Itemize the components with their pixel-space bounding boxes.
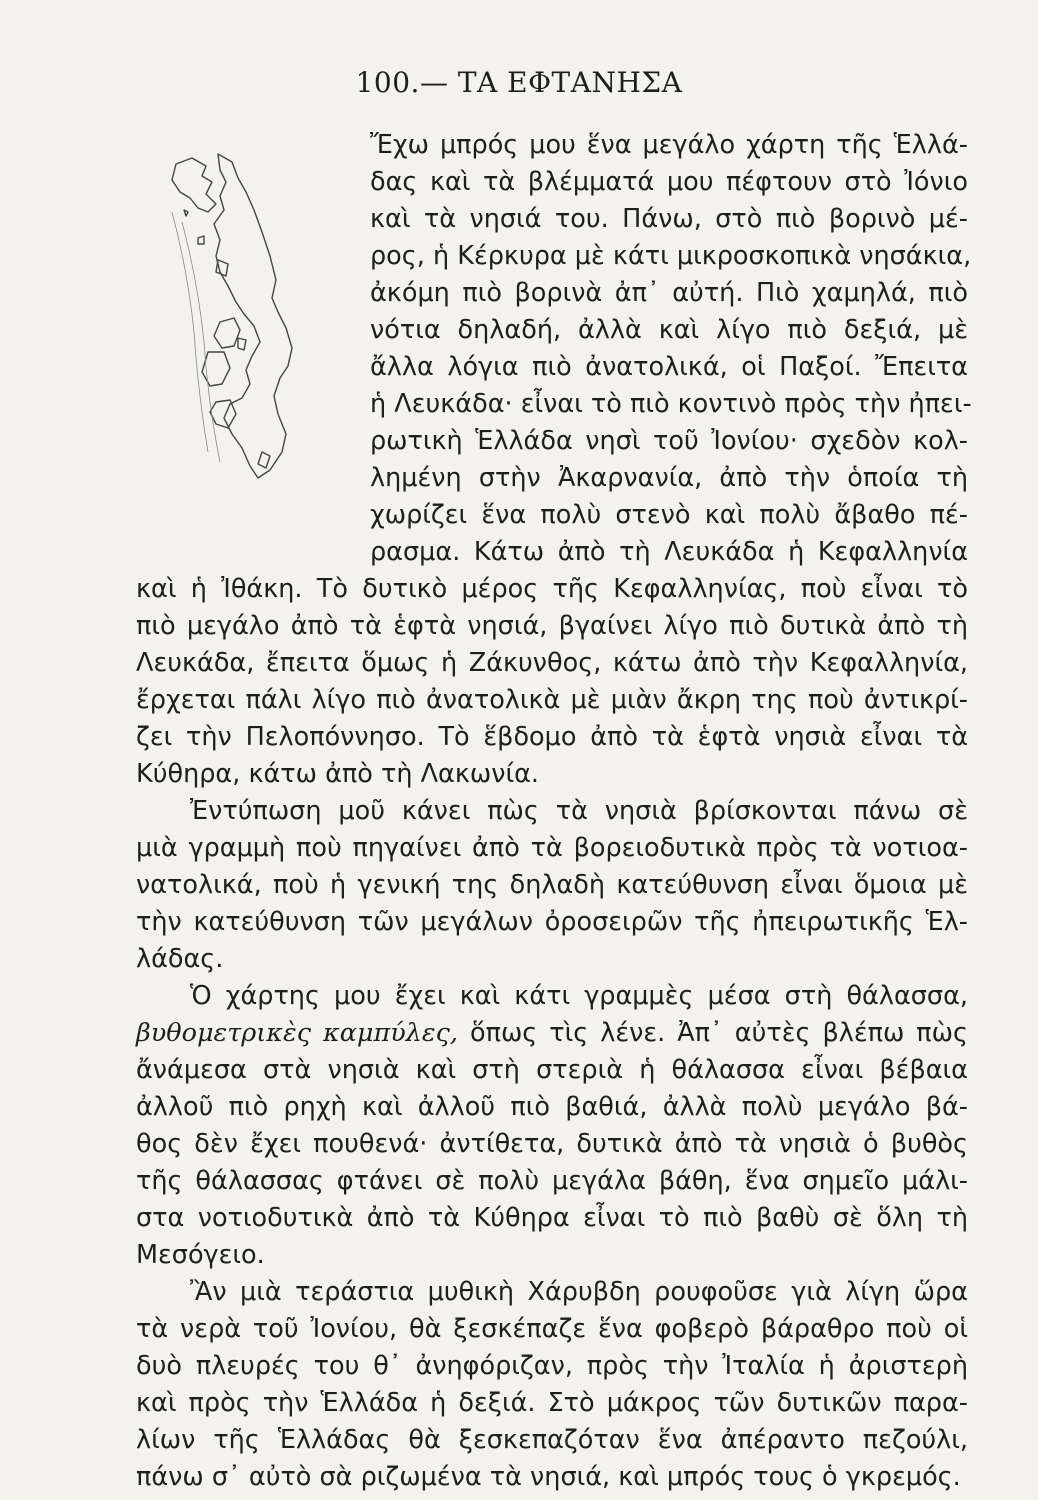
text-line: ἔρχεται πάλι λίγο πιὸ ἀνατολικὰ μὲ μιὰν ἄκρη της ποὺ ἀντικρί- xyxy=(136,685,968,715)
text-line: ρωτικὴ Ἑλλάδα νησὶ τοῦ Ἰονίου· σχεδὸν κολ- xyxy=(370,426,968,456)
text-line: νότια δηλαδή, ἀλλὰ καὶ λίγο πιὸ δεξιά, μὲ xyxy=(370,315,968,345)
text-line: δυὸ πλευρές του θ᾽ ἀνηφόριζαν, πρὸς τὴν Ἰταλία ἡ ἀριστερὴ xyxy=(136,1351,968,1381)
text-line xyxy=(136,1018,968,1048)
text-line: Ἐντύπωση μοῦ κάνει πὼς τὰ νησιὰ βρίσκονται πάνω σὲ xyxy=(190,796,968,826)
text-line: Ὁ χάρτης μου ἔχει καὶ κάτι γραμμὲς μέσα στὴ θάλασσα, xyxy=(190,981,968,1011)
text-line: Μεσόγειο. xyxy=(136,1240,265,1270)
text-line: λημένη στὴν Ἀκαρνανία, ἀπὸ τὴν ὁποία τὴ xyxy=(370,463,968,493)
text-line: ἄνάμεσα στὰ νησιὰ καὶ στὴ στεριὰ ἡ θάλασσα εἶναι βέβαια xyxy=(136,1055,968,1085)
text-line: τὴν κατεύθυνση τῶν μεγάλων ὀροσειρῶν τῆς ἠπειρωτικῆς Ἑλ- xyxy=(136,907,968,937)
text-line: καὶ ἡ Ἰθάκη. Τὸ δυτικὸ μέρος τῆς Κεφαλληνίας, ποὺ εἶναι τὸ xyxy=(136,574,968,604)
text-line: Ἂν μιὰ τεράστια μυθικὴ Χάρυβδη ρουφοῦσε γιὰ λίγη ὥρα xyxy=(190,1277,968,1307)
chapter-title: 100.— ΤΑ ΕΦΤΑΝΗΣΑ xyxy=(355,66,683,99)
text-line: λάδας. xyxy=(136,944,224,974)
ionian-islands-map-icon xyxy=(158,152,308,502)
text-span: ὅπως τὶς λένε. Ἀπ᾽ αὐτὲς βλέπω πὼς xyxy=(458,1018,968,1048)
text-line: πάνω σ᾽ αὐτὸ σὰ ριζωμένα τὰ νησιά, καὶ μπρός τους ὁ γκρεμός. xyxy=(136,1462,961,1492)
text-line: στα νοτιοδυτικὰ ἀπὸ τὰ Κύθηρα εἶναι τὸ πιὸ βαθὺ σὲ ὅλη τὴ xyxy=(136,1203,968,1233)
text-line: Κύθηρα, κάτω ἀπὸ τὴ Λακωνία. xyxy=(136,759,540,789)
text-line: ἀλλοῦ πιὸ ρηχὴ καὶ ἀλλοῦ πιὸ βαθιά, ἀλλὰ πολὺ μεγάλο βά- xyxy=(136,1092,968,1122)
text-line: πιὸ μεγάλο ἀπὸ τὰ ἑφτὰ νησιά, βγαίνει λίγο πιὸ δυτικὰ ἀπὸ τὴ xyxy=(136,611,968,641)
text-line: ζει τὴν Πελοπόννησο. Τὸ ἕβδομο ἀπὸ τὰ ἑφτὰ νησιὰ εἶναι τὰ xyxy=(136,722,968,752)
text-line: τῆς θάλασσας φτάνει σὲ πολὺ μεγάλα βάθη, ἕνα σημεῖο μάλι- xyxy=(136,1166,968,1196)
text-line: Ἔχω μπρός μου ἕνα μεγάλο χάρτη τῆς Ἑλλά- xyxy=(370,130,968,160)
text-line: νατολικά, ποὺ ἡ γενική της δηλαδὴ κατεύθυνση εἶναι ὅμοια μὲ xyxy=(136,870,968,900)
text-line: ρος, ἡ Κέρκυρα μὲ κάτι μικροσκοπικὰ νησάκια, xyxy=(370,241,972,271)
text-line: δας καὶ τὰ βλέμματά μου πέφτουν στὸ Ἰόνιο xyxy=(370,167,968,197)
text-line: ρασμα. Κάτω ἀπὸ τὴ Λευκάδα ἡ Κεφαλληνία xyxy=(370,537,968,567)
text-line: καὶ πρὸς τὴν Ἑλλάδα ἡ δεξιά. Στὸ μάκρος τῶν δυτικῶν παρα- xyxy=(136,1388,968,1418)
text-line: καὶ τὰ νησιά του. Πάνω, στὸ πιὸ βορινὸ μέ- xyxy=(370,204,968,234)
text-line: ἀκόμη πιὸ βορινὰ ἀπ᾽ αὐτή. Πιὸ χαμηλά, πιὸ xyxy=(370,278,968,308)
italic-term: βυθομετρικὲς καμπύλες, xyxy=(136,1018,458,1048)
text-line: τὰ νερὰ τοῦ Ἰονίου, θὰ ξεσκέπαζε ἕνα φοβερὸ βάραθρο ποὺ οἱ xyxy=(136,1314,968,1344)
text-line: θος δὲν ἔχει πουθενά· ἀντίθετα, δυτικὰ ἀπὸ τὰ νησιὰ ὁ βυθὸς xyxy=(136,1129,968,1159)
text-line: λίων τῆς Ἑλλάδας θὰ ξεσκεπαζόταν ἕνα ἀπέραντο πεζούλι, xyxy=(136,1425,968,1455)
text-line: μιὰ γραμμὴ ποὺ πηγαίνει ἀπὸ τὰ βορειοδυτικὰ πρὸς τὰ νοτιοα- xyxy=(136,833,968,863)
text-line: χωρίζει ἕνα πολὺ στενὸ καὶ πολὺ ἄβαθο πέ- xyxy=(370,500,968,530)
text-line: ἄλλα λόγια πιὸ ἀνατολικά, οἱ Παξοί. Ἔπειτα xyxy=(370,352,968,382)
text-line: ἡ Λευκάδα· εἶναι τὸ πιὸ κοντινὸ πρὸς τὴν ἠπει- xyxy=(370,389,972,419)
text-line: Λευκάδα, ἔπειτα ὅμως ἡ Ζάκυνθος, κάτω ἀπὸ τὴν Κεφαλληνία, xyxy=(136,648,968,678)
